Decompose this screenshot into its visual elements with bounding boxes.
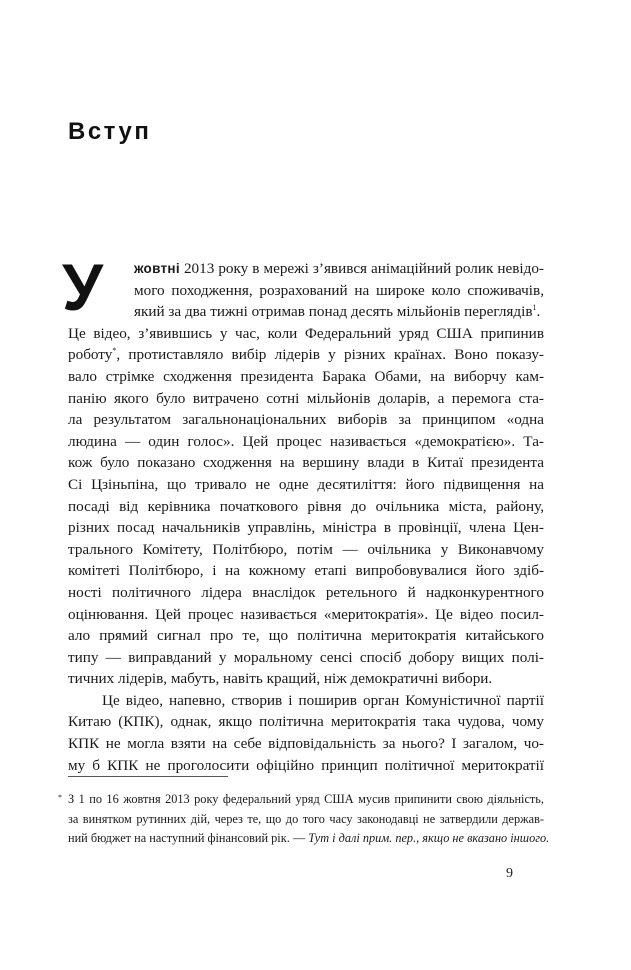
text-line: людина — один голос». Цей процес називається «демократією». Та-	[68, 432, 544, 450]
chapter-title: Вступ	[68, 118, 152, 145]
text-line: ності політичного лідера внаслідок ретельного й надконкурентного	[68, 583, 544, 601]
text-line: КПК не могла взяти на себе відповідальність за нього? І загалом, чо-	[68, 735, 544, 753]
lead-word: жовтні	[134, 261, 180, 276]
text-line: вало стрімке сходження президента Барака Обами, на виборчу кам-	[68, 367, 544, 385]
footnote	[58, 790, 550, 849]
text-line: оцінювання. Цей процес називається «меритократія». Це відео посил-	[68, 605, 544, 623]
text-line: панію якого було витрачено сотні мільйонів доларів, а перемога ста-	[68, 389, 544, 407]
footnote-line: ний бюджет на наступний фінансовий рік. — Тут і далі прим. пер., якщо не вказано іншого.	[68, 831, 550, 846]
text-line: мого походження, розрахований на широке коло споживачів,	[134, 281, 544, 299]
text-line: жовтні 2013 року в мережі з’явився анімаційний ролик невідо-	[134, 260, 544, 277]
text-line: Сі Цзіньпіна, що тривало не одне десятиліття: його підвищення на	[68, 475, 544, 493]
text-line: комітеті Політбюро, і на кожному етапі випробовувалися його здіб-	[68, 562, 544, 580]
footnote-ref[interactable]: 1	[532, 303, 537, 313]
footnote-line: З 1 по 16 жовтня 2013 року федеральний уряд США мусив припинити свою діяльність,	[68, 792, 544, 806]
body-text	[62, 250, 544, 776]
footnote-ref[interactable]: *	[112, 346, 117, 356]
page-number: 9	[506, 866, 513, 881]
text-line: тичних лідерів, мабуть, навіть кращий, ніж демократичні вибори.	[68, 670, 493, 688]
footnote-marker: *	[58, 793, 62, 802]
text-line: посаді від керівника початкового рівня до очільника міста, району,	[68, 497, 544, 515]
text-line: трального Комітету, Політбюро, потім — очільника у Виконавчому	[68, 540, 544, 558]
text-line: роботу*, протиставляло вибір лідерів у різних країнах. Воно показу-	[68, 346, 544, 364]
text-line: різних посад начальників управлінь, міністра в провінції, члена Цен-	[68, 519, 544, 537]
text-line: ла результатом загальнонаціональних виборів за принципом «одна	[68, 411, 544, 429]
text-line: ало прямий сигнал про те, що політична меритократія китайського	[68, 627, 544, 645]
footnote-divider	[68, 776, 228, 777]
text-line: який за два тижні отримав понад десять мільйонів переглядів$^1$.	[134, 303, 541, 321]
drop-cap: У	[62, 250, 104, 324]
text-line: Це відео, з’явившись у час, коли Федеральний уряд США припинив	[68, 324, 544, 342]
text-line: Це відео, напевно, створив і поширив орган Комуністичної партії	[102, 691, 544, 709]
text-line: Китаю (КПК), однак, якщо політична меритократія така чудова, чому	[68, 713, 544, 731]
text-line: му б КПК не проголосити офіційно принцип політичної меритократії	[68, 756, 544, 774]
translator-note: Тут і далі прим. пер., якщо не вказано іншого.	[308, 831, 550, 846]
text-line: типу — виправданий у моральному сенсі спосіб добору вищих полі-	[68, 648, 544, 666]
footnote-line: за винятком рутинних дій, через те, що до того часу законодавці не затвердили держав-	[68, 811, 544, 826]
text-line: кож було показано сходження на вершину влади в Китаї президента	[68, 454, 544, 472]
